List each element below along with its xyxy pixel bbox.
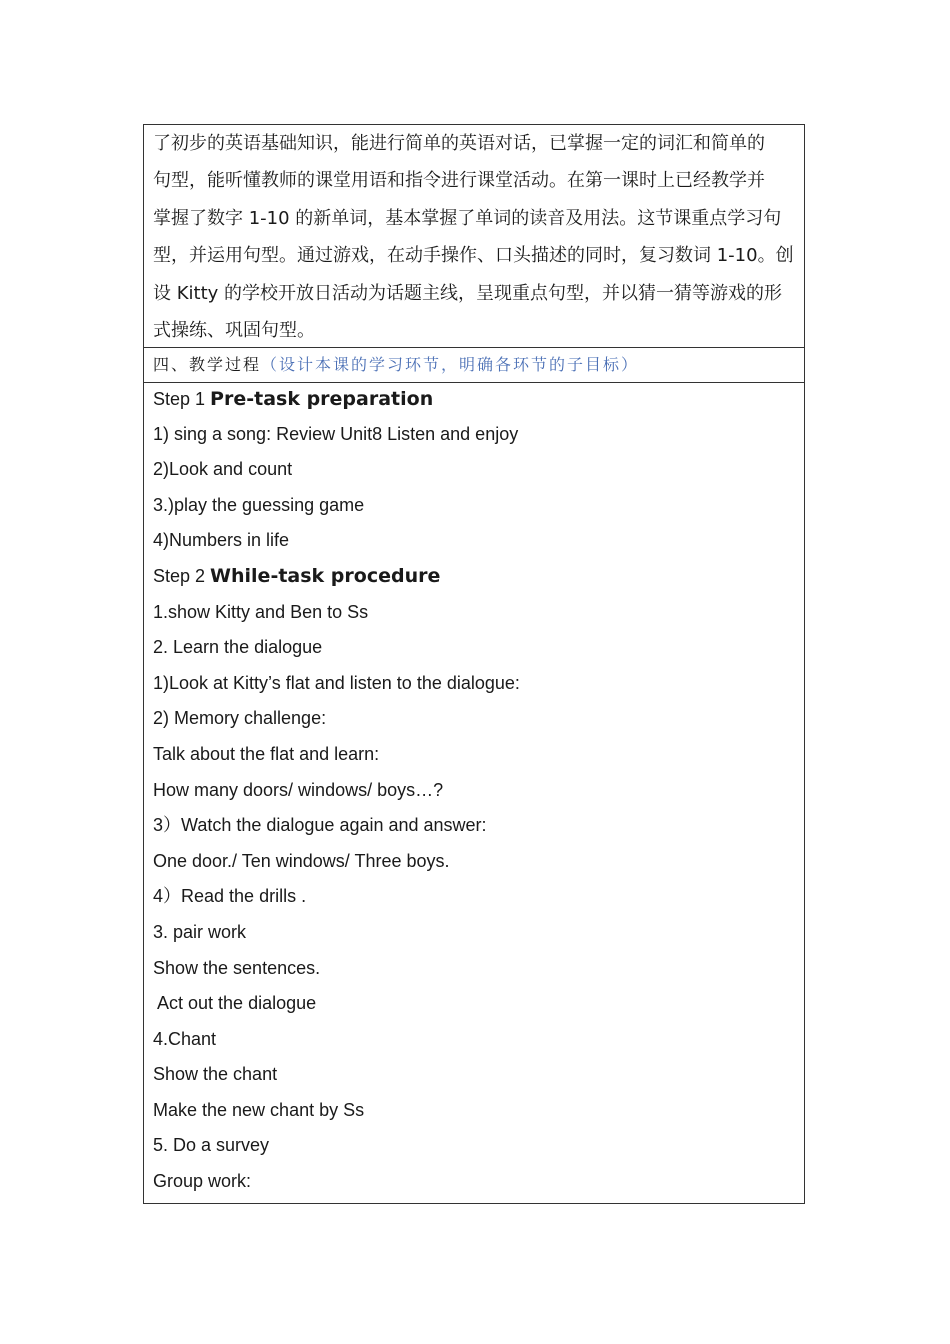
step-item: One door./ Ten windows/ Three boys. (153, 850, 450, 871)
student-analysis-cell (144, 125, 804, 348)
step-item: Act out the dialogue (153, 993, 317, 1014)
step-item: Show the sentences. (153, 957, 321, 978)
step-item: 2) Memory challenge: (153, 708, 327, 729)
teaching-process-heading (144, 348, 804, 383)
step-1-title: Pre-task preparation (210, 388, 434, 410)
step-item: 4)Numbers in life (153, 530, 290, 551)
step-item: Show the chant (153, 1064, 278, 1085)
step-item: 1) sing a song: Review Unit8 Listen and enjoy (153, 423, 519, 444)
teaching-steps-cell (144, 383, 804, 1203)
heading-note: （设计本课的学习环节，明确各环节的子目标） (261, 355, 640, 374)
intro-line: 型，并运用句型。通过游戏，在动手操作、口头描述的同时，复习数词 1-10。创 (153, 245, 794, 267)
step-item: 4.Chant (153, 1028, 217, 1049)
intro-line: 设 Kitty 的学校开放日活动为话题主线，呈现重点句型，并以猜一猜等游戏的形 (153, 282, 783, 304)
step-item: Group work: (153, 1171, 252, 1192)
step-item: 4）Read the drills . (153, 886, 307, 907)
heading-label: 四、教学过程 (153, 355, 262, 374)
step-item: Talk about the flat and learn: (153, 743, 380, 764)
step-2-title: While-task procedure (210, 564, 441, 587)
step-2-heading (153, 561, 795, 597)
step-item: 5. Do a survey (153, 1135, 270, 1156)
step-item: 1.show Kitty and Ben to Ss (153, 601, 369, 622)
intro-line: 式操练、巩固句型。 (153, 320, 315, 342)
step-item: 1)Look at Kitty’s flat and listen to the dialogue: (153, 672, 520, 693)
step-item: How many doors/ windows/ boys…? (153, 779, 444, 800)
intro-line: 掌握了数字 1-10 的新单词，基本掌握了单词的读音及用法。这节课重点学习句 (153, 207, 782, 229)
step-item: Make the new chant by Ss (153, 1099, 365, 1120)
lesson-plan-table (143, 124, 805, 1204)
step-item: 2. Learn the dialogue (153, 637, 323, 658)
step-item: 3）Watch the dialogue again and answer: (153, 815, 487, 836)
step-2-prefix: Step 2 (153, 565, 211, 586)
step-1-prefix: Step 1 (153, 389, 211, 409)
intro-line: 了初步的英语基础知识，能进行简单的英语对话，已掌握一定的词汇和简单的 (153, 133, 765, 154)
intro-line: 句型，能听懂教师的课堂用语和指令进行课堂活动。在第一课时上已经教学并 (153, 170, 765, 192)
step-item: 3.)play the guessing game (153, 494, 365, 515)
step-item: 3. pair work (153, 921, 247, 942)
step-item: 2)Look and count (153, 459, 293, 480)
step-1-heading (153, 383, 795, 419)
